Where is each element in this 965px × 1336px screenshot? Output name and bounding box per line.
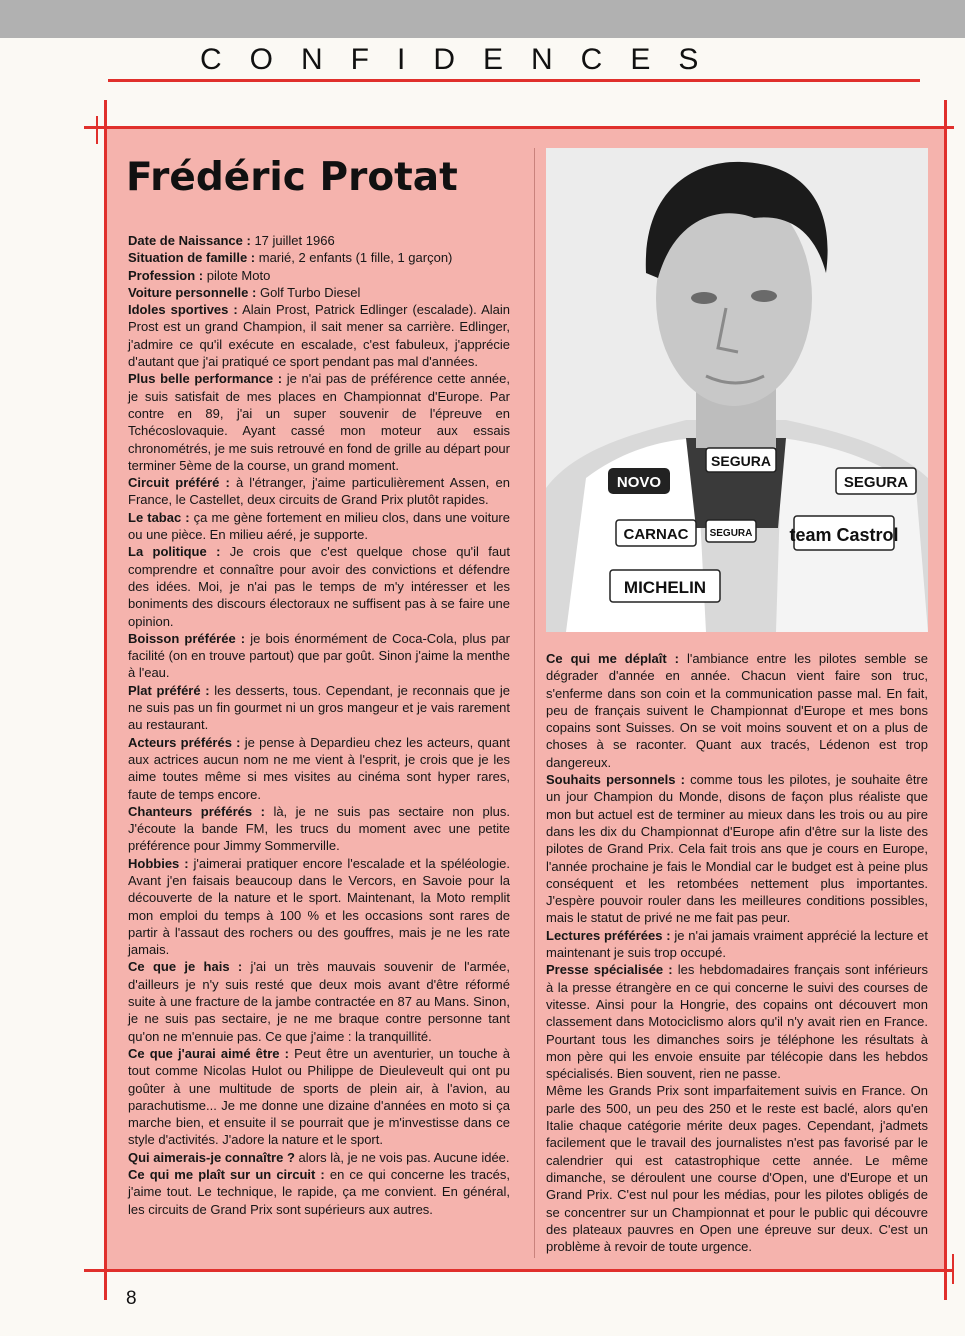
entry-label: Ce qui me déplaît : bbox=[546, 651, 679, 666]
suit-label-segura-shoulder: SEGURA bbox=[843, 474, 909, 491]
entry-label: Profession : bbox=[128, 267, 204, 283]
entry-text: Je crois que c'est quelque chose qu'il faut comprendre et connaître pour avoir des convictions et défendre des idées. Moi, je n'ai pas le temps de m'y intéresser et les boniments des discours électoraux ne suffisent pas à se faire une opinion. bbox=[128, 544, 510, 629]
entry-text: Même les Grands Prix sont imparfaitement suivis en France. On parle des 500, un peu des 250 et le reste est baclé, alors qu'en Italie chaque catégorie mérite deux pages. Cependant, j'admets facilement que le travail des journalistes n'est pas favorisé par le calendrier qui est catastrophique cette année. Le même dimanche, se déroulent une course d'Open, une d'Europe et un Grand Prix. C'est nul pour les médias, pour les pilotes obligés de se concentrer sur un Championnat et pour le public qui découvre des plateaux pauvres en Open une épreuve sur deux. C'est un problème à revoir de toute urgence. bbox=[546, 1083, 928, 1255]
interview-entry bbox=[128, 682, 510, 734]
entry-label: Lectures préférées : bbox=[546, 927, 671, 943]
interview-entry bbox=[546, 927, 928, 962]
interview-entry bbox=[128, 1045, 510, 1149]
suit-label-segura-chest: SEGURA bbox=[711, 453, 771, 469]
entry-text: Peut être un aventurier, un touche à tout comme Nicolas Hulot ou Philippe de Dieuleveult qui ont pu goûter à une multitude de sports de plein air, à l'avion, au parachutisme... Je me donne une dizaine d'années en moto si ça marche bien, et ensuite il se pourrait que je m'investisse dans ce style d'activités. J'adore la nature et le sport. bbox=[128, 1045, 511, 1148]
interview-entry bbox=[128, 958, 510, 1044]
section-title: CONFIDENCES bbox=[200, 43, 727, 76]
entry-label: Situation de famille : bbox=[128, 250, 256, 266]
entry-text: je pense à Depardieu chez les acteurs, quant aux actrices aucun nom ne me vient à l'esprit, je crois que je les aime toutes même si mes visites au cinéma sont hyper rares, faute de temps encore. bbox=[128, 734, 510, 802]
entry-label: Acteurs préférés : bbox=[128, 734, 241, 750]
interview-entry bbox=[128, 734, 510, 803]
entry-label: Circuit préféré : bbox=[128, 475, 230, 491]
interview-entry bbox=[546, 650, 928, 771]
entry-text: alors là, je ne vois pas. Aucune idée. bbox=[294, 1149, 510, 1165]
interview-entry bbox=[128, 284, 510, 301]
interview-entry bbox=[128, 630, 510, 682]
header-red-rule bbox=[108, 79, 920, 82]
interview-entry bbox=[128, 509, 510, 544]
right-column bbox=[546, 650, 928, 1255]
interview-entry bbox=[128, 301, 510, 370]
entry-label: Boisson préférée : bbox=[128, 630, 246, 646]
entry-text: je bois énormément de Coca-Cola, plus par facilité (on en trouve partout) que par goût. Sinon j'aime la menthe à l'eau. bbox=[128, 630, 510, 681]
entry-text: j'ai un très mauvais souvenir de l'armée, d'ailleurs je n'y suis resté que deux mois avant d'être réformé suite à une fracture de la jambe contractée en 87 au Mans. Sinon, je ne suis pas sectaire, je ne me braque contre personne tant qu'on ne m'ennuie pas. Ce que j'aime : la tranquillité. bbox=[128, 959, 510, 1044]
interview-entry bbox=[128, 1149, 510, 1166]
frame-line-bottom bbox=[84, 1269, 954, 1272]
interview-entry bbox=[128, 855, 510, 959]
entry-text: je n'ai pas de préférence cette année, je suis satisfait de mes places en Championnat d'Europe. Par contre en 89, j'ai un super souvenir de l'épreuve en Tchécoslovaquie. Ayant cassé mon moteur aux essais chronométrés, je me suis retrouvé en fond de grille au départ pour terminer 5ème de la course, un grand moment. bbox=[128, 371, 510, 473]
entry-label: La politique : bbox=[128, 544, 221, 560]
interview-entry bbox=[128, 803, 510, 855]
entry-label: Presse spécialisée : bbox=[546, 962, 673, 978]
portrait-photo bbox=[546, 148, 928, 632]
interview-entry bbox=[128, 370, 510, 474]
entry-text: 17 juillet 1966 bbox=[250, 233, 335, 248]
entry-text: comme tous les pilotes, je souhaite être un jour Champion du Monde, disons de façon plus réaliste que mon but actuel est de terminer au mieux dans les trois ou au pire dans les dix du Championnat d'Europe afin d'être sur la liste des pilotes de Grand Prix. Cela fait trois ans que je cours en Europe, l'année prochaine je fais le Mondial car le budget est à peine plus conséquent et les retombées nettement plus importantes. J'espère pouvoir rouler dans les meilleures conditions possibles, mais le statut de privé ne me fait pas peur. bbox=[546, 772, 928, 926]
frame-line-right bbox=[944, 100, 947, 1300]
entry-text: pilote Moto bbox=[203, 267, 271, 283]
suit-label-novo: NOVO bbox=[616, 474, 662, 491]
interview-entry bbox=[546, 771, 928, 927]
frame-line-right-accent bbox=[952, 1254, 954, 1284]
entry-text: Alain Prost, Patrick Edlinger (escalade). Alain Prost est un grand Champion, il sait mener sa carrière. Edlinger, j'admire ce qu'il exécute en escalade, c'est fabuleux, j'apprécie d'autant que j'ai pratiqué ce sport pendant pas mal d'années. bbox=[128, 302, 511, 370]
top-gray-band bbox=[0, 0, 965, 38]
column-divider bbox=[534, 148, 535, 1258]
interview-entry bbox=[128, 474, 510, 509]
left-column bbox=[128, 232, 510, 1218]
interview-entry bbox=[546, 961, 928, 1082]
entry-label: Plus belle performance : bbox=[128, 371, 283, 387]
interview-entry bbox=[128, 232, 510, 249]
entry-label: Souhaits personnels : bbox=[546, 772, 685, 788]
entry-label: Hobbies : bbox=[128, 855, 189, 871]
entry-text: l'ambiance entre les pilotes semble se dégrader d'année en année. Chacun vient faire son truc, s'enferme dans son coin et la communication passe mal. En fait, peu de français suivent le Championnat d'Europe et mes bons copains sont Suisses. On se voit moins souvent et on a plus de choses à se raconter. Quant aux tracés, Lédenon est trop dangereux. bbox=[546, 651, 929, 770]
entry-label: Plat préféré : bbox=[128, 682, 210, 698]
entry-label: Chanteurs préférés : bbox=[128, 803, 265, 819]
interview-entry bbox=[128, 543, 510, 629]
entry-label: Ce que j'aurai aimé être : bbox=[128, 1045, 290, 1061]
entry-text: Golf Turbo Diesel bbox=[256, 284, 361, 300]
suit-label-castrol: team Castrol bbox=[789, 525, 899, 545]
entry-text: les desserts, tous. Cependant, je reconnais que je ne suis pas un fin gourmet ni un gros mangeur et je vais rarement au restaurant. bbox=[128, 682, 510, 733]
frame-line-left bbox=[104, 100, 107, 1300]
entry-label: Date de Naissance : bbox=[128, 233, 251, 248]
entry-text: marié, 2 enfants (1 fille, 1 garçon) bbox=[255, 250, 453, 266]
suit-label-carnac: CARNAC bbox=[623, 526, 689, 543]
entry-label: Ce que je hais : bbox=[128, 959, 243, 975]
entry-text: là, je ne suis pas sectaire non plus. J'écoute la bande FM, les trucs du moment avec une petite préférence pour Jimmy Sommerville. bbox=[128, 803, 510, 854]
entry-label: Voiture personnelle : bbox=[128, 284, 257, 300]
entry-text: ça me gène fortement en milieu clos, dans une voiture ou une pièce. En milieu aéré, je supporte. bbox=[128, 509, 510, 543]
page-number: 8 bbox=[126, 1288, 137, 1309]
suit-label-segura-badge: SEGURA bbox=[709, 528, 753, 539]
entry-text: j'aimerai pratiquer encore l'escalade et la spéléologie. Avant j'en faisais beaucoup dans le Vercors, en Savoie pour la découverte de la nature et le sport. Maintenant, la Moto remplit mon emploi du temps à 100 % et les occasions sont rares de partir à l'assaut des rochers ou des gouffres, mais je ne les rate jamais. bbox=[128, 855, 510, 958]
frame-line-left-accent bbox=[96, 116, 98, 144]
interview-entry bbox=[546, 1082, 928, 1255]
interview-entry bbox=[128, 249, 510, 266]
entry-text: je n'ai jamais vraiment apprécié la lecture et maintenant je suis trop occupé. bbox=[546, 927, 928, 961]
entry-text: à l'étranger, j'aime particulièrement Assen, en France, le Castellet, deux circuits de Grand Prix plutôt rapides. bbox=[128, 475, 510, 508]
person-name: Frédéric Protat bbox=[126, 155, 458, 200]
entry-label: Ce qui me plaît sur un circuit : bbox=[128, 1167, 325, 1183]
entry-label: Idoles sportives : bbox=[128, 302, 238, 318]
entry-text: les hebdomadaires français sont inférieurs à la presse étrangère en ce qui concerne le suivi des courses de vitesse. Ainsi pour la Hongrie, des copains ont découvert mon classement dans Motociclismo alors qu'il n'y avait rien en France. Pourtant tous les dimanches soirs je téléphone les résultats à mon père qui les envoie ensuite par télécopie dans les hebdos spécialisés. Bien souvent, rien ne passe. bbox=[546, 962, 928, 1082]
entry-label: Qui aimerais-je connaître ? bbox=[128, 1149, 295, 1165]
interview-entry bbox=[128, 267, 510, 284]
entry-text: en ce qui concerne les tracés, j'aime tout. Le technique, le rapide, ça me convient. En général, les circuits de Grand Prix sont supérieurs aux autres. bbox=[128, 1167, 510, 1217]
portrait-photo-icon bbox=[546, 148, 928, 632]
frame-line-top bbox=[84, 126, 954, 129]
entry-label: Le tabac : bbox=[128, 509, 190, 525]
interview-entry bbox=[128, 1166, 510, 1218]
suit-label-michelin: MICHELIN bbox=[623, 578, 707, 597]
